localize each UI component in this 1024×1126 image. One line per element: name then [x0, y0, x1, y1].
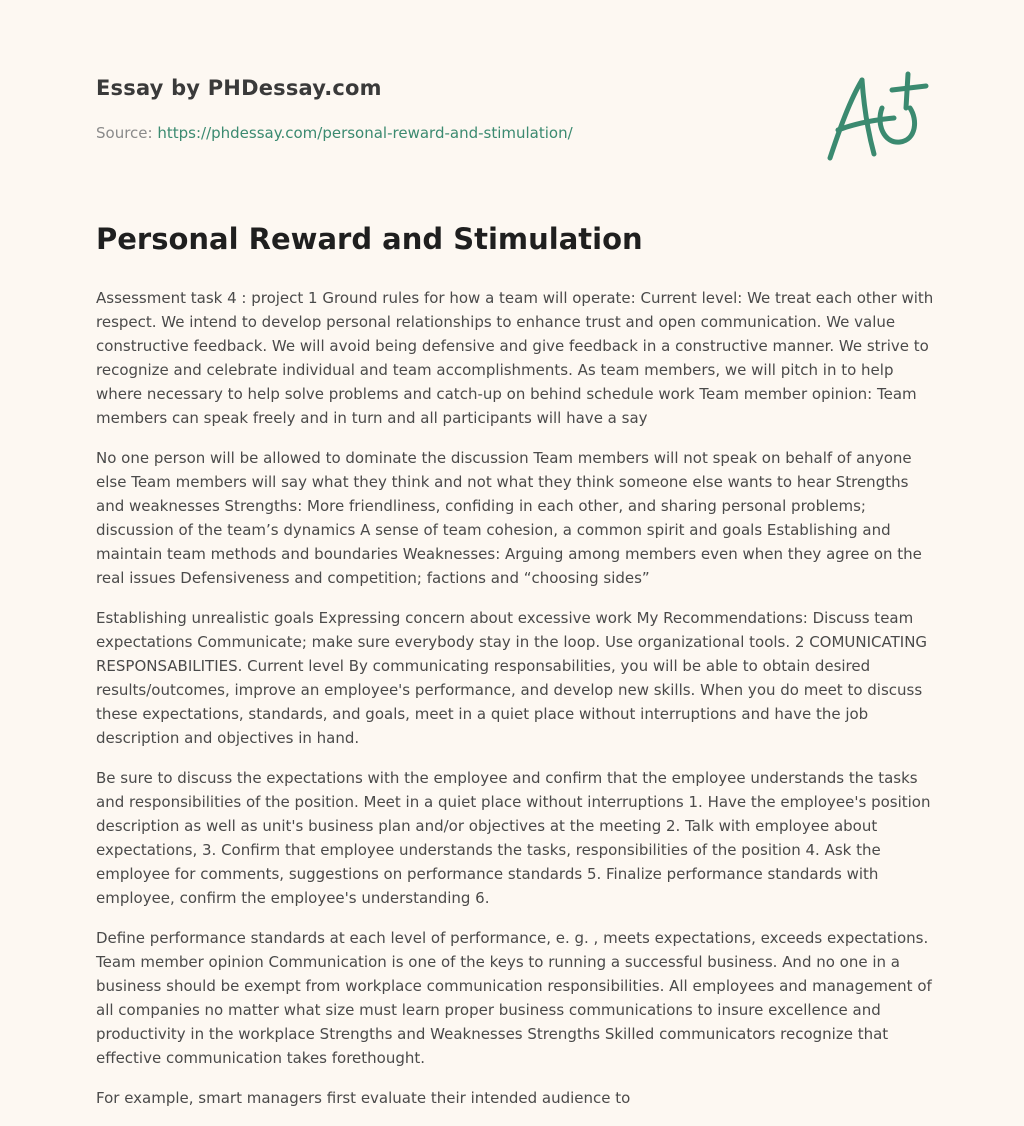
- essay-paragraph: No one person will be allowed to dominate the discussion Team members will not speak on behalf of anyone else Team members will say what they think and not what they think someone else wants to hear Strengths and weaknesses Strengths: More friendliness, confiding in each other, and sharing personal problems; discussion of the team’s dynamics A sense of team cohesion, a common spirit and goals Establishing and maintain team methods and boundaries Weaknesses: Arguing among members even when they agree on the real issues Defensiveness and competition; factions and “choosing sides”: [96, 449, 922, 587]
- brand-title: Essay by PHDessay.com: [96, 76, 382, 100]
- source-link[interactable]: https://phdessay.com/personal-reward-and-stimulation/: [157, 124, 573, 142]
- a-plus-logo-icon: [822, 68, 932, 168]
- essay-paragraph: Establishing unrealistic goals Expressing concern about excessive work My Recommendations: Discuss team expectations Communicate; make sure everybody stay in the loop. Use organizational tools. 2 COMUNICATING RESPONSABILITIES. Current level By communicating responsabilities, you will be able to obtain desired results/outcomes, improve an employee's performance, and develop new skills. When you do meet to discuss these expectations, standards, and goals, meet in a quiet place without interruptions and have the job description and objectives in hand.: [96, 609, 928, 747]
- source-label: Source:: [96, 124, 153, 142]
- essay-paragraph: For example, smart managers first evaluate their intended audience to: [96, 1089, 631, 1107]
- source-line: [96, 124, 573, 142]
- essay-paragraph: Be sure to discuss the expectations with the employee and confirm that the employee understands the tasks and responsibilities of the position. Meet in a quiet place without interruptions 1. Have the employee's position description as well as unit's business plan and/or objectives at the meeting 2. Talk with employee about expectations, 3. Confirm that employee understands the tasks, responsibilities of the position 4. Ask the employee for comments, suggestions on performance standards 5. Finalize performance standards with employee, confirm the employee's understanding 6.: [96, 769, 931, 907]
- essay-paragraph: Define performance standards at each level of performance, e. g. , meets expectations, exceeds expectations. Team member opinion Communication is one of the keys to running a successful business. And no one in a business should be exempt from workplace communication responsibilities. All employees and management of all companies no matter what size must learn proper business communications to insure excellence and productivity in the workplace Strengths and Weaknesses Strengths Skilled communicators recognize that effective communication takes forethought.: [96, 929, 932, 1067]
- essay-paragraph: Assessment task 4 : project 1 Ground rules for how a team will operate: Current level: We treat each other with respect. We intend to develop personal relationships to enhance trust and open communication. We value constructive feedback. We will avoid being defensive and give feedback in a constructive manner. We strive to recognize and celebrate individual and team accomplishments. As team members, we will pitch in to help where necessary to help solve problems and catch-up on behind schedule work Team member opinion: Team members can speak freely and in turn and all participants will have a say: [96, 289, 934, 427]
- essay-body: [96, 286, 936, 1126]
- essay-title: Personal Reward and Stimulation: [96, 222, 643, 256]
